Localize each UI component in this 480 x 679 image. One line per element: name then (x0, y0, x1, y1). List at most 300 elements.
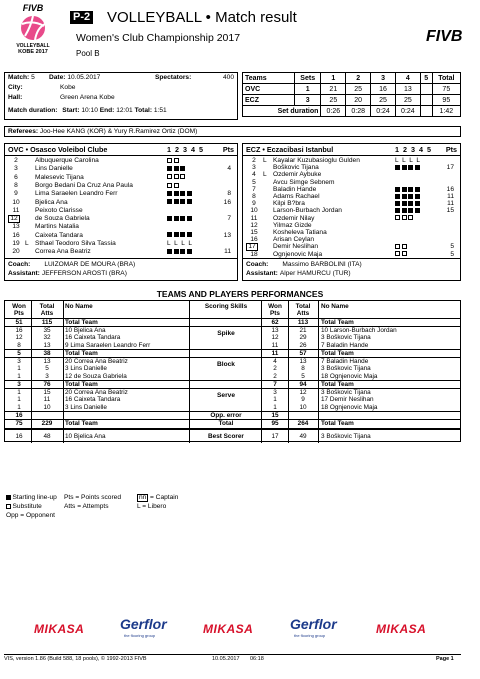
player-number: 9 (14, 190, 18, 198)
starting-lineup-icon (395, 194, 400, 199)
player-row (243, 243, 460, 250)
substitute-icon (174, 158, 179, 163)
home-total-atts: 115 (41, 319, 53, 326)
starting-lineup-icon (174, 249, 179, 254)
home-total-atts: 38 (43, 350, 51, 357)
match-label: Match: (8, 74, 30, 81)
skill-label: Spike (217, 330, 235, 337)
starting-lineup-icon (402, 165, 407, 170)
start-label: Start: (62, 107, 80, 114)
player-points: 7 (227, 215, 231, 223)
player-row (243, 171, 460, 178)
away-player-name: Total Team (321, 350, 354, 357)
starting-lineup-icon (402, 194, 407, 199)
away-opp-error: 15 (271, 412, 279, 419)
footer-date: 10.05.2017 (212, 656, 240, 662)
city-value: Kobe (60, 84, 76, 91)
player-name: Peixoto Clarisse (35, 206, 83, 214)
starting-lineup-icon (408, 165, 413, 170)
column-header: Total Atts (295, 303, 311, 317)
player-name: Lima Saraelen Leandro Ferr (35, 190, 118, 198)
divider (318, 301, 319, 443)
substitute-icon (174, 183, 179, 188)
substitute-icon (180, 174, 185, 179)
set5-header: 5 (420, 73, 432, 84)
divider (5, 428, 460, 430)
starting-lineup-icon (167, 216, 172, 221)
set-duration: 0:24 (395, 106, 420, 117)
coach-label: Coach: (8, 261, 31, 268)
home-total-atts: 76 (43, 381, 51, 388)
home-won-pts: 8 (17, 341, 21, 349)
assistant-label: Assistant: (246, 270, 278, 277)
player-points: 11 (224, 248, 231, 256)
player-row (5, 240, 237, 247)
home-total-atts: 15 (43, 388, 51, 396)
starting-lineup-icon (415, 194, 420, 199)
legend-substitute: Substitute (12, 503, 42, 510)
player-points: 5 (450, 250, 454, 258)
set-participation (167, 165, 187, 172)
gerflor-logo: Gerflor (120, 616, 167, 632)
home-player-name: 16 Caixeta Tandara (65, 396, 121, 403)
away-won-pts: 4 (273, 357, 277, 365)
away-won-pts: 3 (273, 388, 277, 396)
starting-lineup-icon (402, 208, 407, 213)
player-name: Larson-Burbach Jordan (273, 207, 342, 215)
home-player-name: 20 Correa Ana Beatriz (65, 357, 128, 365)
sets-header: 1 2 3 4 5 (167, 145, 204, 154)
legend-opponent: Opp = Opponent (6, 512, 55, 519)
set-participation (395, 200, 421, 207)
set-duration: 0:26 (321, 106, 346, 117)
starting-lineup-icon (180, 216, 185, 221)
player-number: 12 (250, 221, 258, 229)
player-row (5, 232, 237, 239)
home-roster (4, 143, 238, 281)
player-points: 5 (450, 243, 454, 251)
player-row (5, 174, 237, 181)
player-points: 11 (447, 200, 454, 208)
away-total-won: 95 (271, 420, 279, 427)
city-label: City: (8, 84, 23, 91)
home-won-pts: 16 (15, 326, 23, 334)
home-won-pts: 1 (17, 372, 21, 380)
away-team-title: ECZ • Eczacibasi Istanbul (246, 145, 334, 154)
home-player-name: 3 Lins Danielle (65, 403, 107, 411)
set-score: 25 (346, 84, 371, 95)
set-participation (167, 232, 193, 239)
away-won-pts: 12 (271, 334, 279, 341)
set-participation (167, 182, 180, 189)
fivb-logo: FIVB (426, 28, 463, 45)
player-row (243, 164, 460, 171)
player-number: 17 (246, 243, 258, 251)
substitute-icon (167, 158, 172, 163)
column-header: Total Atts (39, 303, 55, 317)
starting-lineup-icon (6, 495, 11, 500)
player-points: 8 (227, 190, 231, 198)
substitute-icon (395, 215, 400, 220)
player-number: 16 (250, 236, 258, 244)
starting-lineup-icon (167, 232, 172, 237)
away-total-atts: 8 (301, 365, 305, 372)
away-won-pts: 11 (271, 341, 279, 349)
starting-lineup-icon (415, 165, 420, 170)
mikasa-logo: MIKASA (203, 622, 254, 636)
player-number: 16 (12, 231, 20, 239)
player-name: Kosheleva Tatiana (273, 229, 327, 236)
assistant-name: JEFFERSON AROSTI (BRA) (41, 270, 127, 277)
substitute-icon (6, 504, 11, 509)
best-scorer-label: Best Scorer (208, 433, 244, 440)
starting-lineup-icon (187, 232, 192, 237)
legend-libero: L = Libero (137, 503, 167, 510)
player-name: de Souza Gabriela (35, 215, 90, 223)
away-total-label: Total Team (321, 420, 354, 427)
starting-lineup-icon (408, 201, 413, 206)
total-value: 1:51 (153, 107, 167, 114)
home-total-atts: 5 (45, 365, 49, 372)
set-score: 25 (395, 95, 420, 106)
player-row (243, 222, 460, 229)
player-name: Kilpi B?bra (273, 200, 305, 208)
opp-error-label: Opp. error (210, 412, 242, 419)
away-total-atts: 26 (299, 341, 307, 349)
performances-grid (4, 300, 461, 442)
match-info-box (4, 72, 238, 120)
player-name: Lins Danielle (35, 165, 73, 173)
player-row (243, 215, 460, 222)
set-participation (167, 174, 187, 181)
libero-flag: L (263, 157, 267, 164)
away-total-atts: 12 (299, 388, 307, 396)
set-participation (167, 190, 193, 197)
home-opp-error: 16 (15, 412, 23, 419)
legend (6, 494, 306, 524)
set-duration: 0:28 (346, 106, 371, 117)
substitute-icon (408, 215, 413, 220)
starting-lineup-icon (180, 191, 185, 196)
spectators-label: Spectators: (155, 74, 192, 81)
set-participation (395, 251, 408, 258)
player-row (243, 157, 460, 164)
sets-header: 1 2 3 4 5 (395, 145, 432, 154)
set-duration: 0:24 (371, 106, 396, 117)
away-best-won: 17 (271, 433, 279, 440)
home-team-title: OVC • Osasco Voleibol Clube (8, 145, 108, 154)
player-name: Kayalar Kuzubasioglu Gulden (273, 157, 360, 164)
coach-name: LUIZOMAR DE MOURA (BRA) (44, 261, 136, 268)
match-date: 10.05.2017 (67, 74, 101, 81)
sets-header: Sets (295, 73, 321, 84)
starting-lineup-icon (415, 187, 420, 192)
home-won-pts: 1 (17, 365, 21, 372)
set3-header: 3 (371, 73, 396, 84)
team-name: ECZ (243, 95, 295, 106)
player-number: 6 (14, 173, 18, 181)
away-total-atts: 10 (299, 403, 307, 411)
home-won-pts: 12 (15, 334, 23, 341)
player-number: 13 (12, 223, 20, 231)
starting-lineup-icon (174, 216, 179, 221)
starting-lineup-icon (187, 249, 192, 254)
player-row (5, 207, 237, 214)
starting-lineup-icon (180, 232, 185, 237)
home-player-name: Total Team (65, 319, 98, 326)
player-name: Adams Rachael (273, 193, 320, 200)
coach-name: Massimo BARBOLINI (ITA) (282, 261, 362, 268)
legend-captain-box: nn (139, 494, 147, 501)
sets-won: 3 (295, 95, 321, 106)
away-total-atts: 113 (297, 319, 309, 326)
divider (288, 301, 289, 443)
home-total-atts: 10 (43, 403, 51, 411)
column-header: No Name (321, 303, 349, 310)
divider (31, 301, 32, 443)
player-name: Ozdemir Nilay (273, 214, 315, 222)
player-number: 18 (250, 250, 258, 258)
sets-won: 1 (295, 84, 321, 95)
set1-header: 1 (321, 73, 346, 84)
score-table (242, 72, 461, 117)
player-points: 17 (446, 164, 454, 172)
home-total-atts: 3 (45, 372, 49, 380)
player-row (5, 248, 237, 255)
set2-header: 2 (346, 73, 371, 84)
starting-lineup-icon (395, 208, 400, 213)
footer-version: VIS, version 1.86 (Build 588, 18 pools), © 1992-2013 FIVB (4, 656, 147, 662)
starting-lineup-icon (180, 199, 185, 204)
player-number: 11 (250, 214, 258, 222)
starting-lineup-icon (402, 201, 407, 206)
player-row (5, 199, 237, 206)
player-row (5, 190, 237, 197)
home-total-label: Total Team (65, 420, 98, 427)
end-value: 12:01 (116, 107, 133, 114)
player-name: Sthael Teodoro Silva Tassia (35, 240, 116, 247)
set-participation (395, 215, 415, 222)
column-header: Scoring Skills (204, 303, 248, 310)
player-row (243, 236, 460, 243)
player-points: 4 (227, 165, 231, 173)
set-participation (167, 157, 180, 164)
player-points: 15 (446, 207, 454, 215)
player-number: 8 (252, 193, 256, 200)
set-participation (167, 248, 193, 255)
away-won-pts: 1 (273, 403, 277, 411)
substitute-icon (174, 174, 179, 179)
libero-flag: L (263, 171, 267, 179)
player-name: Martins Natalia (35, 223, 79, 231)
referees-box (4, 126, 461, 137)
set-participation (167, 215, 193, 222)
substitute-icon (167, 174, 172, 179)
teams-header: Teams (243, 73, 295, 84)
set-participation (167, 199, 193, 206)
away-player-name: 7 Baladin Hande (321, 341, 369, 349)
player-row (243, 200, 460, 207)
starting-lineup-icon (408, 208, 413, 213)
pts-header: Pts (445, 145, 457, 154)
home-total-atts: 32 (43, 334, 51, 341)
set-participation (395, 243, 408, 250)
starting-lineup-icon (180, 166, 185, 171)
away-total-atts: 29 (299, 334, 307, 341)
starting-lineup-icon (174, 191, 179, 196)
set-participation: LLLL (167, 240, 196, 247)
assistant-name: Alper HAMURCU (TUR) (279, 270, 351, 277)
player-number: 9 (252, 200, 256, 208)
player-name: Malesevic Tijana (35, 173, 84, 181)
gerflor-tagline: the flooring group (294, 633, 326, 638)
event-small-label: VOLLEYBALL (16, 43, 50, 49)
set-score: 25 (371, 95, 396, 106)
total-points: 75 (432, 84, 460, 95)
total-points: 95 (432, 95, 460, 106)
away-total-atts: 94 (299, 381, 307, 388)
footer-time: 06:18 (250, 656, 264, 662)
player-points: 11 (447, 193, 454, 200)
divider (5, 357, 460, 358)
player-number: 10 (250, 207, 258, 215)
player-number: 5 (252, 178, 256, 186)
player-number: 3 (252, 164, 256, 172)
home-won-pts: 1 (17, 403, 21, 411)
starting-lineup-icon (174, 232, 179, 237)
player-points: 16 (446, 185, 454, 193)
home-total-won: 75 (15, 420, 23, 427)
substitute-icon (402, 251, 407, 256)
set-participation (395, 186, 421, 193)
set-score (420, 95, 432, 106)
home-total-atts: 35 (43, 326, 51, 334)
set-participation (395, 164, 421, 171)
player-name: Avcu Simge Sebnem (273, 178, 335, 186)
player-name: Caixeta Tandara (35, 231, 83, 239)
divider (5, 388, 460, 389)
performances-table (4, 300, 461, 490)
player-name: Baladin Hande (273, 185, 317, 193)
gerflor-tagline: the flooring group (124, 633, 156, 638)
starting-lineup-icon (187, 216, 192, 221)
set-participation: LLLL (395, 157, 424, 164)
player-number: 20 (12, 248, 20, 256)
away-won-pts: 7 (273, 381, 277, 388)
fivb-small-label: FIVB (22, 3, 44, 13)
total-label: Total: (134, 107, 153, 114)
starting-lineup-icon (408, 194, 413, 199)
player-name: Demir Neslihan (273, 243, 319, 251)
home-best-atts: 48 (43, 433, 51, 440)
home-player-name: 16 Caixeta Tandara (65, 334, 121, 341)
player-name: Yilmaz Gizde (273, 221, 312, 229)
set-score: 25 (321, 95, 346, 106)
column-header: Won Pts (268, 303, 282, 317)
away-total-atts: 5 (301, 372, 305, 380)
player-number: 2 (252, 157, 256, 164)
skill-label: Block (217, 361, 235, 368)
player-row (243, 193, 460, 200)
player-row (5, 157, 237, 164)
divider (189, 301, 190, 443)
player-row (243, 251, 460, 258)
home-total-atts: 229 (41, 420, 53, 427)
starting-lineup-icon (187, 199, 192, 204)
competition-subtitle: Women's Club Championship 2017 (76, 32, 241, 44)
player-row (243, 186, 460, 193)
player-number: 12 (8, 215, 20, 223)
column-header: Won Pts (12, 303, 26, 317)
hall-value: Green Arena Kobe (60, 94, 115, 101)
away-total-atts: 21 (299, 326, 307, 334)
away-won-pts: 1 (273, 396, 277, 403)
home-won-pts: 1 (17, 396, 21, 403)
end-label: End: (99, 107, 115, 114)
home-player-name: Total Team (65, 381, 98, 388)
duration-label: Match duration: (8, 107, 58, 114)
set-score: 16 (371, 84, 396, 95)
home-player-name: 3 Lins Danielle (65, 365, 107, 372)
start-value: 10:10 (81, 107, 98, 114)
total-header: Total (432, 73, 460, 84)
player-number: 2 (14, 157, 18, 164)
set-score: 20 (346, 95, 371, 106)
spectators-value: 400 (222, 74, 234, 81)
substitute-icon (395, 244, 400, 249)
away-player-name: 3 Boškovic Tijana (321, 388, 371, 396)
footer-page: Page 1 (436, 656, 454, 662)
set-duration (420, 106, 432, 117)
home-player-name: 12 de Souza Gabriela (65, 372, 127, 380)
home-player-name: Total Team (65, 350, 98, 357)
player-number: 19 (12, 240, 20, 247)
player-number: 10 (12, 198, 20, 206)
match-number: 5 (31, 74, 35, 81)
score-row-ovc (243, 84, 461, 95)
report-title: VOLLEYBALL • Match result (107, 9, 297, 26)
away-won-pts: 11 (271, 350, 279, 357)
away-won-pts: 2 (273, 372, 277, 380)
divider (63, 301, 64, 443)
home-player-name: 10 Bjelica Ana (65, 326, 106, 334)
player-row (243, 207, 460, 214)
away-player-name: 3 Boškovic Tijana (321, 365, 371, 372)
legend-attempts: Atts = Attempts (64, 503, 109, 510)
starting-lineup-icon (180, 249, 185, 254)
away-total-atts: 264 (297, 420, 309, 427)
away-player-name: 17 Demir Neslihan (321, 396, 374, 403)
hall-label: Hall: (8, 94, 23, 101)
home-won-pts: 1 (17, 388, 21, 396)
starting-lineup-icon (395, 201, 400, 206)
event-logo (4, 3, 62, 61)
date-label: Date: (49, 74, 66, 81)
starting-lineup-icon (167, 199, 172, 204)
home-player-name: 20 Correa Ana Beatriz (65, 388, 128, 396)
player-name: Bjelica Ana (35, 198, 68, 206)
report-code: P-2 (70, 11, 93, 24)
player-name: Correa Ana Beatriz (35, 248, 91, 256)
home-total-atts: 13 (43, 357, 51, 365)
player-name: Ozdemir Aybuke (273, 171, 322, 179)
player-points: 16 (223, 198, 231, 206)
home-won-pts: 5 (17, 350, 21, 357)
home-won-pts: 51 (15, 319, 23, 326)
away-won-pts: 13 (271, 326, 279, 334)
set-duration-row (243, 106, 461, 117)
libero-flag: L (25, 240, 29, 247)
